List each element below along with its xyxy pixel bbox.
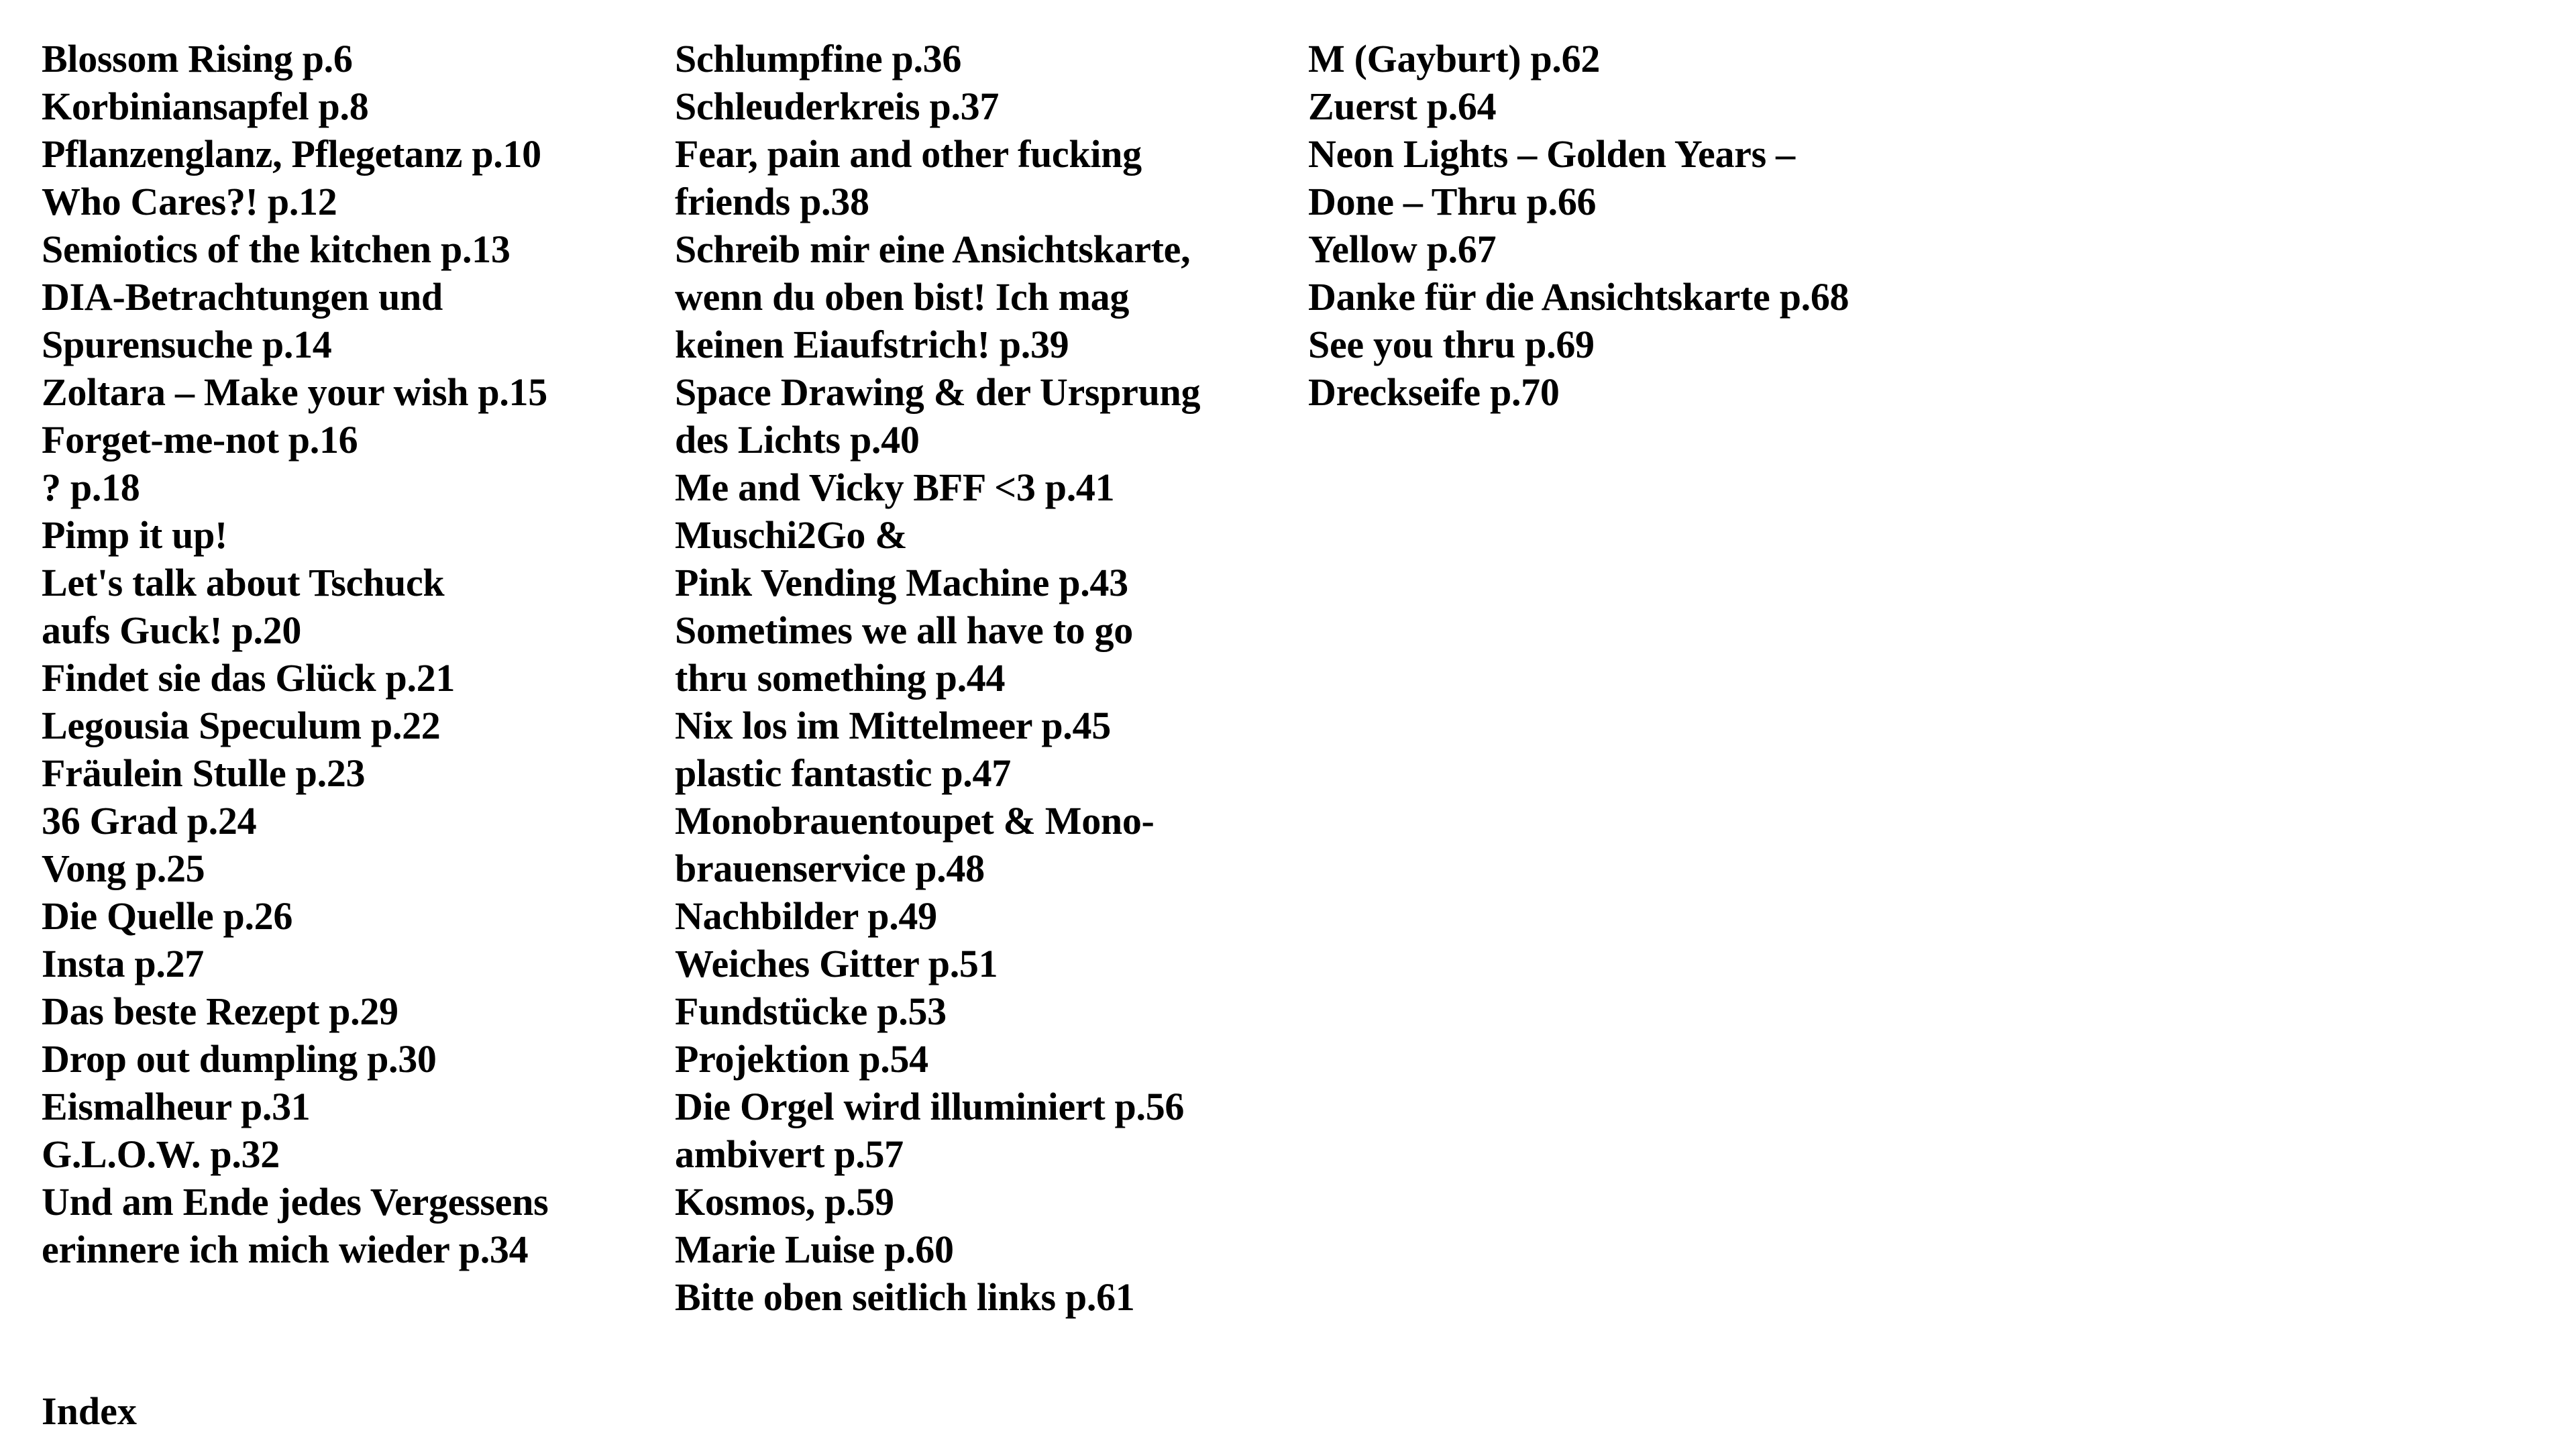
index-entry-line: Me and Vicky BFF <3 p.41 bbox=[675, 466, 1115, 509]
index-entry-line: Korbiniansapfel p.8 bbox=[42, 85, 369, 128]
index-entry-line: Findet sie das Glück p.21 bbox=[42, 656, 455, 700]
index-entry-line: Pflanzenglanz, Pflegetanz p.10 bbox=[42, 132, 541, 176]
index-entry-line: keinen Eiaufstrich! p.39 bbox=[675, 323, 1069, 366]
index-entry-line: Neon Lights – Golden Years – bbox=[1308, 132, 1795, 176]
index-entry-line: thru something p.44 bbox=[675, 656, 1006, 700]
index-entry-line: Schleuderkreis p.37 bbox=[675, 85, 1000, 128]
index-entry-line: Drop out dumpling p.30 bbox=[42, 1037, 437, 1081]
index-entry-line: Und am Ende jedes Vergessens bbox=[42, 1180, 549, 1224]
index-column-3 bbox=[1308, 35, 1912, 416]
index-entry-line: Marie Luise p.60 bbox=[675, 1228, 954, 1271]
index-entry-line: Legousia Speculum p.22 bbox=[42, 704, 441, 747]
index-entry-line: friends p.38 bbox=[675, 180, 869, 223]
index-entry-line: Zoltara – Make your wish p.15 bbox=[42, 370, 547, 414]
index-entry-line: Let's talk about Tschuck bbox=[42, 561, 445, 604]
index-entry-line: Sometimes we all have to go bbox=[675, 608, 1133, 652]
index-entry-line: Who Cares?! p.12 bbox=[42, 180, 337, 223]
index-title: Index bbox=[42, 1389, 137, 1433]
index-entry-line: Fundstücke p.53 bbox=[675, 989, 947, 1033]
index-entry-line: Danke für die Ansichtskarte p.68 bbox=[1308, 275, 1849, 319]
index-entry-line: ambivert p.57 bbox=[675, 1132, 904, 1176]
index-entry-line: Pimp it up! bbox=[42, 513, 228, 557]
index-entry-line: Zuerst p.64 bbox=[1308, 85, 1497, 128]
index-entry-line: Blossom Rising p.6 bbox=[42, 37, 353, 80]
index-entry-line: wenn du oben bist! Ich mag bbox=[675, 275, 1130, 319]
index-column-2 bbox=[675, 35, 1279, 1321]
index-entry-line: Forget-me-not p.16 bbox=[42, 418, 358, 462]
index-entry-line: Kosmos, p.59 bbox=[675, 1180, 894, 1224]
index-entry-line: Schlumpfine p.36 bbox=[675, 37, 962, 80]
index-entry-line: Nix los im Mittelmeer p.45 bbox=[675, 704, 1111, 747]
index-entry-line: Insta p.27 bbox=[42, 942, 204, 985]
index-entry-line: brauenservice p.48 bbox=[675, 847, 985, 890]
index-entry-line: M (Gayburt) p.62 bbox=[1308, 37, 1601, 80]
index-entry-line: Muschi2Go & bbox=[675, 513, 908, 557]
index-entry-line: ? p.18 bbox=[42, 466, 140, 509]
index-entry-line: Done – Thru p.66 bbox=[1308, 180, 1597, 223]
index-entry-line: Schreib mir eine Ansichtskarte, bbox=[675, 227, 1191, 271]
index-column-1 bbox=[42, 35, 645, 1273]
index-entry-line: Nachbilder p.49 bbox=[675, 894, 937, 938]
index-entry-line: Weiches Gitter p.51 bbox=[675, 942, 998, 985]
index-entry-line: Projektion p.54 bbox=[675, 1037, 928, 1081]
index-entry-line: Die Orgel wird illuminiert p.56 bbox=[675, 1085, 1185, 1128]
index-entry-line: Das beste Rezept p.29 bbox=[42, 989, 398, 1033]
index-entry-line: DIA-Betrachtungen und bbox=[42, 275, 443, 319]
index-entry-line: Yellow p.67 bbox=[1308, 227, 1497, 271]
index-entry-line: Monobrauentoupet & Mono- bbox=[675, 799, 1155, 843]
index-entry-line: Vong p.25 bbox=[42, 847, 205, 890]
index-entry-line: See you thru p.69 bbox=[1308, 323, 1595, 366]
index-entry-line: G.L.O.W. p.32 bbox=[42, 1132, 280, 1176]
index-entry-line: plastic fantastic p.47 bbox=[675, 751, 1011, 795]
index-entry-line: Bitte oben seitlich links p.61 bbox=[675, 1275, 1135, 1319]
index-entry-line: Semiotics of the kitchen p.13 bbox=[42, 227, 511, 271]
index-entry-line: Fear, pain and other fucking bbox=[675, 132, 1142, 176]
index-entry-line: erinnere ich mich wieder p.34 bbox=[42, 1228, 529, 1271]
index-entry-line: Die Quelle p.26 bbox=[42, 894, 293, 938]
index-entry-line: Spurensuche p.14 bbox=[42, 323, 332, 366]
index-entry-line: 36 Grad p.24 bbox=[42, 799, 257, 843]
index-entry-line: Pink Vending Machine p.43 bbox=[675, 561, 1128, 604]
index-entry-line: Eismalheur p.31 bbox=[42, 1085, 311, 1128]
index-entry-line: Space Drawing & der Ursprung bbox=[675, 370, 1201, 414]
index-entry-line: Fräulein Stulle p.23 bbox=[42, 751, 366, 795]
index-entry-line: Dreckseife p.70 bbox=[1308, 370, 1560, 414]
index-entry-line: aufs Guck! p.20 bbox=[42, 608, 302, 652]
index-entry-line: des Lichts p.40 bbox=[675, 418, 920, 462]
